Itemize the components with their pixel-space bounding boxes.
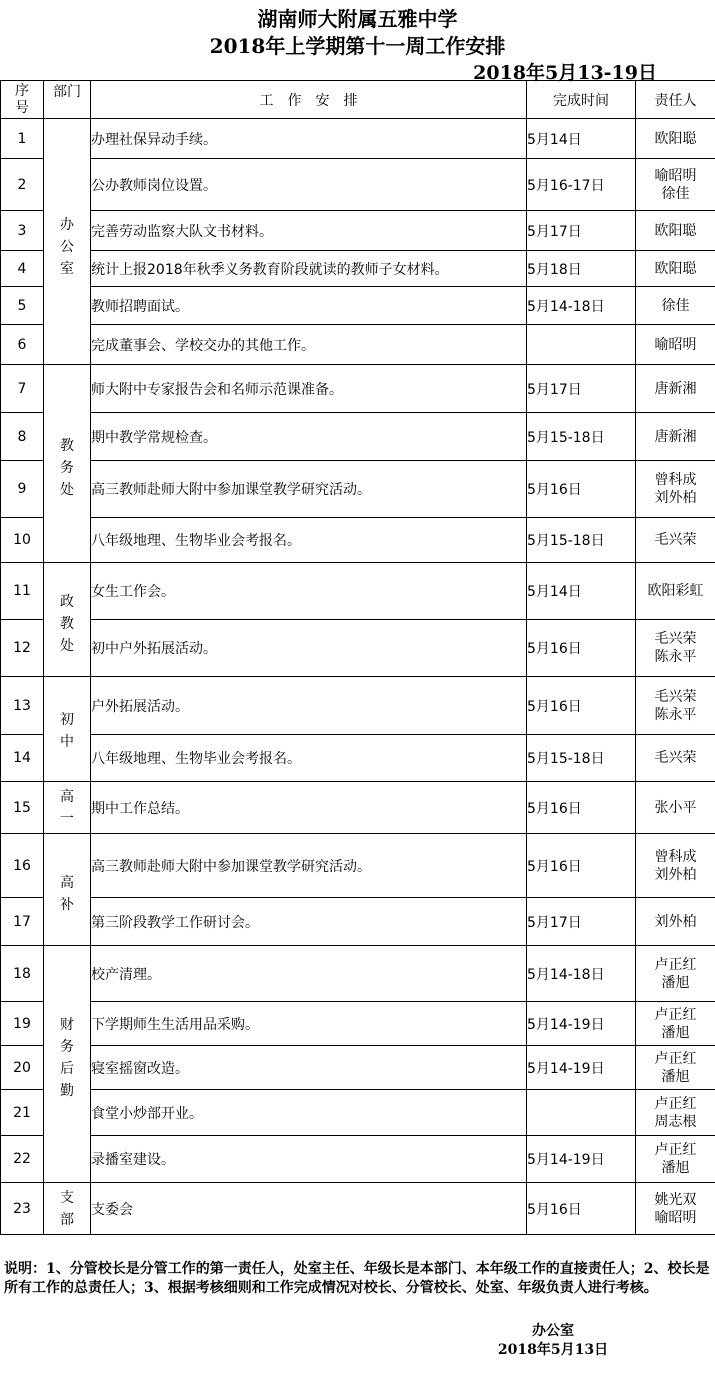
- person-secondary: 潘旭: [661, 1160, 690, 1176]
- table-row: [1, 1002, 715, 1046]
- row-task: 校产清理。: [91, 946, 527, 1002]
- row-person: [636, 119, 715, 159]
- row-no: 12: [1, 620, 44, 677]
- row-task: 寝室摇窗改造。: [91, 1046, 527, 1090]
- table-row: [1, 1136, 715, 1183]
- row-no: 14: [1, 735, 44, 782]
- row-no: 20: [1, 1046, 44, 1090]
- table-row: [1, 563, 715, 620]
- row-task: 统计上报2018年秋季义务教育阶段就读的教师子女材料。: [91, 251, 527, 287]
- table-row: [1, 461, 715, 518]
- signature-date: 2018年5月13日: [497, 1342, 609, 1358]
- row-person: [636, 413, 715, 461]
- table-row: [1, 834, 715, 898]
- row-time: 5月17日: [527, 211, 636, 251]
- row-person: [636, 1046, 715, 1090]
- person-secondary: 潘旭: [661, 1024, 690, 1041]
- person-primary: 唐新湘: [654, 380, 697, 397]
- table-row: [1, 159, 715, 211]
- row-person: [636, 325, 715, 365]
- header-task: 工 作 安 排: [91, 81, 527, 119]
- person-primary: 毛兴荣: [654, 750, 697, 766]
- row-task: 办理社保异动手续。: [91, 119, 527, 159]
- table-row: [1, 365, 715, 413]
- row-no: 22: [1, 1136, 44, 1183]
- row-no: 7: [1, 365, 44, 413]
- person-primary: 毛兴荣: [654, 688, 697, 705]
- footnote: 说明：1、分管校长是分管工作的第一责任人，处室主任、年级长是本部门、本年级工作的直接责任人；2、校长是所有工作的总责任人；3、根据考核细则和工作完成情况对校长、分管校长、处室、年级负责人进行考核。: [4, 1261, 710, 1296]
- row-task: 初中户外拓展活动。: [91, 620, 527, 677]
- table-row: [1, 1090, 715, 1136]
- dept-junior: 初 中: [44, 677, 91, 782]
- person-primary: 欧阳彩虹: [647, 583, 704, 599]
- row-task: 完成董事会、学校交办的其他工作。: [91, 325, 527, 365]
- row-task: 公办教师岗位设置。: [91, 159, 527, 211]
- person-secondary: 周志根: [654, 1113, 697, 1130]
- row-task: 八年级地理、生物毕业会考报名。: [91, 735, 527, 782]
- row-time: 5月14-18日: [527, 946, 636, 1002]
- row-person: [636, 1090, 715, 1136]
- dept-supplementary: 高 补: [44, 834, 91, 946]
- person-primary: 姚光双: [654, 1191, 697, 1208]
- row-time: 5月15-18日: [527, 518, 636, 563]
- person-primary: 欧阳聪: [654, 222, 697, 239]
- row-person: [636, 287, 715, 325]
- table-row: [1, 287, 715, 325]
- row-person: [636, 898, 715, 946]
- table-row: [1, 119, 715, 159]
- row-no: 23: [1, 1183, 44, 1235]
- row-time: [527, 1090, 636, 1136]
- table-row: [1, 211, 715, 251]
- row-no: 10: [1, 518, 44, 563]
- table-row: [1, 898, 715, 946]
- row-no: 11: [1, 563, 44, 620]
- row-no: 3: [1, 211, 44, 251]
- row-time: 5月18日: [527, 251, 636, 287]
- row-person: [636, 159, 715, 211]
- table-row: [1, 1046, 715, 1090]
- row-no: 9: [1, 461, 44, 518]
- row-time: 5月16日: [527, 782, 636, 834]
- row-time: 5月15-18日: [527, 735, 636, 782]
- table-row: [1, 325, 715, 365]
- row-person: [636, 1136, 715, 1183]
- person-primary: 曾科成: [654, 472, 697, 488]
- table-row: [1, 413, 715, 461]
- row-person: [636, 461, 715, 518]
- row-task: 录播室建设。: [91, 1136, 527, 1183]
- person-secondary: 潘旭: [661, 974, 690, 991]
- row-task: 期中工作总结。: [91, 782, 527, 834]
- table-row: [1, 1183, 715, 1235]
- row-person: [636, 677, 715, 735]
- person-primary: 卢正红: [654, 1095, 697, 1112]
- row-person: [636, 834, 715, 898]
- header-person: 责任人: [636, 81, 715, 119]
- row-person: [636, 1183, 715, 1235]
- row-time: 5月16日: [527, 620, 636, 677]
- row-no: 6: [1, 325, 44, 365]
- person-primary: 毛兴荣: [654, 631, 697, 647]
- person-primary: 张小平: [654, 799, 697, 816]
- row-time: 5月16-17日: [527, 159, 636, 211]
- row-time: 5月16日: [527, 1183, 636, 1235]
- row-task: 食堂小炒部开业。: [91, 1090, 527, 1136]
- row-no: 19: [1, 1002, 44, 1046]
- row-time: 5月14-19日: [527, 1046, 636, 1090]
- row-task: 高三教师赴师大附中参加课堂教学研究活动。: [91, 461, 527, 518]
- row-task: 支委会: [91, 1183, 527, 1235]
- row-person: [636, 782, 715, 834]
- person-secondary: 徐佳: [661, 185, 690, 202]
- row-task: 教师招聘面试。: [91, 287, 527, 325]
- header-row: [1, 81, 715, 119]
- table-row: [1, 677, 715, 735]
- row-no: 2: [1, 159, 44, 211]
- person-secondary: 喻昭明: [654, 1209, 697, 1226]
- row-time: 5月14-19日: [527, 1136, 636, 1183]
- dept-logistics: 财 务 后 勤: [44, 946, 91, 1183]
- row-time: 5月17日: [527, 898, 636, 946]
- row-person: [636, 735, 715, 782]
- row-task: 女生工作会。: [91, 563, 527, 620]
- person-primary: 喻昭明: [654, 167, 697, 184]
- date-range: 2018年5月13-19日: [473, 62, 657, 84]
- person-primary: 刘外柏: [654, 913, 697, 930]
- row-person: [636, 563, 715, 620]
- row-time: 5月16日: [527, 461, 636, 518]
- person-primary: 曾科成: [654, 848, 697, 865]
- dept-grade10: 高 一: [44, 782, 91, 834]
- row-person: [636, 251, 715, 287]
- person-primary: 喻昭明: [654, 336, 697, 353]
- header-time: 完成时间: [527, 81, 636, 119]
- row-task: 完善劳动监察大队文书材料。: [91, 211, 527, 251]
- row-no: 8: [1, 413, 44, 461]
- row-person: [636, 620, 715, 677]
- table-row: [1, 518, 715, 563]
- row-time: 5月14日: [527, 119, 636, 159]
- row-no: 4: [1, 251, 44, 287]
- person-secondary: 陈永平: [654, 649, 697, 665]
- dept-academic: 教 务 处: [44, 365, 91, 563]
- schedule-table: [0, 80, 715, 1235]
- person-primary: 欧阳聪: [654, 130, 697, 147]
- row-task: 户外拓展活动。: [91, 677, 527, 735]
- row-person: [636, 211, 715, 251]
- school-name: 湖南师大附属五雅中学: [257, 7, 458, 31]
- row-time: 5月14-18日: [527, 287, 636, 325]
- row-time: 5月16日: [527, 677, 636, 735]
- table-row: [1, 946, 715, 1002]
- table-row: [1, 620, 715, 677]
- row-time: [527, 325, 636, 365]
- table-row: [1, 251, 715, 287]
- row-person: [636, 518, 715, 563]
- person-primary: 卢正红: [654, 956, 697, 973]
- person-primary: 卢正红: [654, 1050, 697, 1067]
- table-row: [1, 735, 715, 782]
- dept-political: 政 教 处: [44, 563, 91, 677]
- row-no: 18: [1, 946, 44, 1002]
- person-secondary: 陈永平: [654, 706, 697, 723]
- row-task: 期中教学常规检查。: [91, 413, 527, 461]
- row-person: [636, 1002, 715, 1046]
- row-time: 5月17日: [527, 365, 636, 413]
- row-time: 5月14-19日: [527, 1002, 636, 1046]
- row-no: 17: [1, 898, 44, 946]
- row-no: 13: [1, 677, 44, 735]
- person-secondary: 潘旭: [661, 1068, 690, 1085]
- dept-party-branch: 支 部: [44, 1183, 91, 1235]
- row-task: 下学期师生生活用品采购。: [91, 1002, 527, 1046]
- row-task: 八年级地理、生物毕业会考报名。: [91, 518, 527, 563]
- row-no: 21: [1, 1090, 44, 1136]
- person-secondary: 刘外柏: [654, 866, 697, 883]
- person-secondary: 刘外柏: [654, 490, 697, 506]
- header-dept: 部门: [44, 81, 91, 119]
- table-row: [1, 782, 715, 834]
- person-primary: 卢正红: [654, 1006, 697, 1023]
- row-time: 5月15-18日: [527, 413, 636, 461]
- row-no: 16: [1, 834, 44, 898]
- schedule-title: 2018年上学期第十一周工作安排: [209, 34, 506, 58]
- row-no: 5: [1, 287, 44, 325]
- row-no: 1: [1, 119, 44, 159]
- person-primary: 徐佳: [661, 297, 690, 314]
- person-primary: 毛兴荣: [654, 532, 697, 548]
- row-task: 第三阶段教学工作研讨会。: [91, 898, 527, 946]
- person-primary: 欧阳聪: [654, 260, 697, 277]
- row-person: [636, 365, 715, 413]
- dept-office: 办 公 室: [44, 119, 91, 365]
- person-primary: 唐新湘: [654, 428, 697, 445]
- row-time: 5月14日: [527, 563, 636, 620]
- row-no: 15: [1, 782, 44, 834]
- row-task: 师大附中专家报告会和名师示范课准备。: [91, 365, 527, 413]
- row-person: [636, 946, 715, 1002]
- row-task: 高三教师赴师大附中参加课堂教学研究活动。: [91, 834, 527, 898]
- signature-org: 办公室: [532, 1323, 574, 1339]
- header-no: 序 号: [1, 81, 44, 119]
- person-primary: 卢正红: [654, 1142, 697, 1158]
- row-time: 5月16日: [527, 834, 636, 898]
